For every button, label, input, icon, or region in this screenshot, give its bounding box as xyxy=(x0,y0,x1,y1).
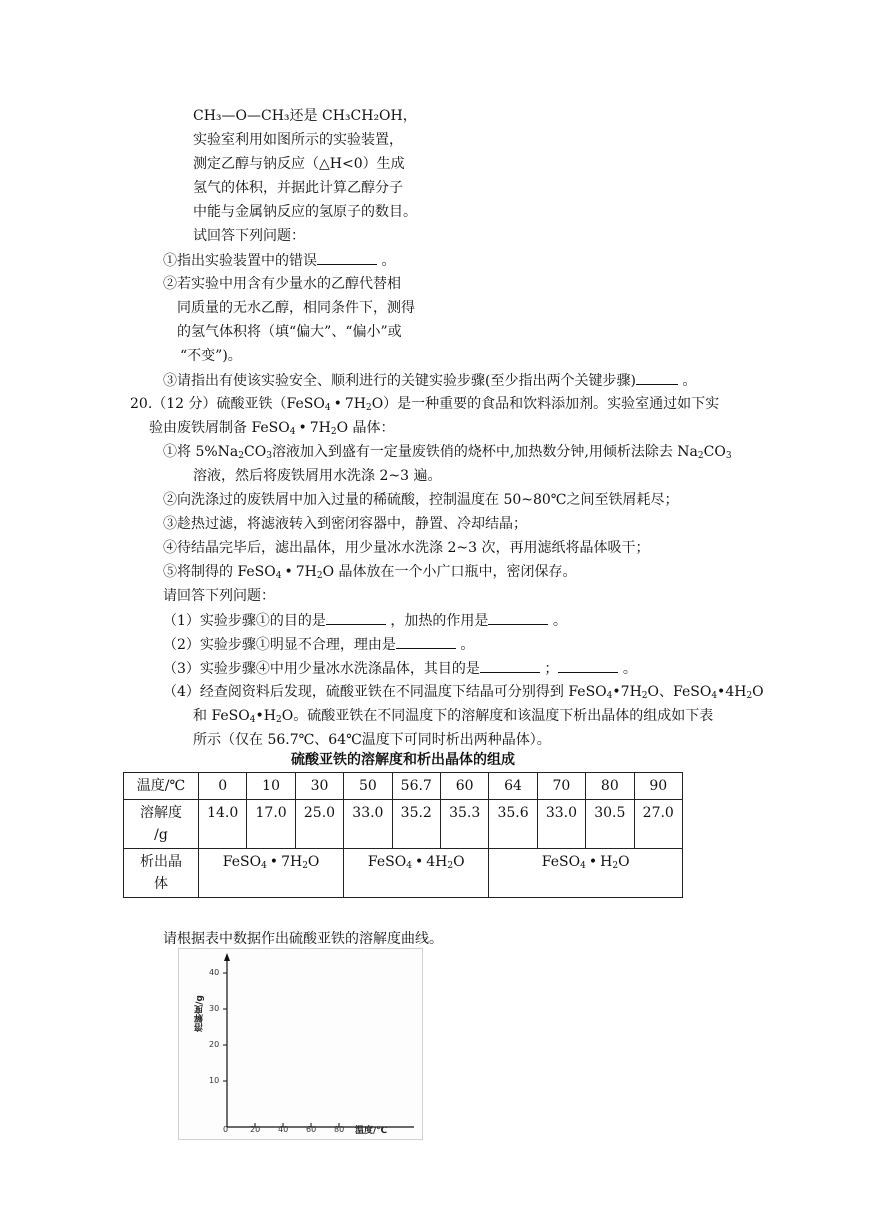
solubility-cell: 35.6 xyxy=(489,800,537,849)
solubility-table xyxy=(123,772,683,898)
sub-text: O、FeSO xyxy=(647,684,712,700)
q20-sub-3 xyxy=(163,658,637,679)
temp-cell: 30 xyxy=(295,773,343,800)
solubility-graph-area[interactable] xyxy=(178,948,423,1140)
q20-step-1: ①将 $5\%Na_2CO_3$溶液加入到盛有一定量废铁俏的烧杯中,加热数分钟,用倾析法除去 $Na_2CO_3$ xyxy=(163,444,732,461)
temp-cell: 0 xyxy=(199,773,247,800)
y-tick-label: 10 xyxy=(209,1076,220,1085)
q20-head-text: O）是一种重要的食品和饮料添加剂。实验室通过如下实 xyxy=(371,396,720,412)
formula: 7H xyxy=(281,854,303,870)
q20-ask: 请回答下列问题： xyxy=(163,588,275,604)
q20-step-4: ④待结晶完毕后，滤出晶体，用少量冰水洗涤 2~3 次，再用滤纸将晶体吸干； xyxy=(163,540,650,556)
table-row-crystals xyxy=(124,849,683,898)
q20-head-text: （12 分）硫酸亚铁（FeSO xyxy=(152,396,325,412)
intro-line: 中能与金属钠反应的氢原子的数目。 xyxy=(193,204,417,220)
sub-text: 。 xyxy=(460,637,475,653)
temp-cell: 60 xyxy=(440,773,488,800)
formula: FeSO xyxy=(541,854,581,870)
intro-line: 测定乙醇与钠反应（△H<0）生成 xyxy=(193,156,405,172)
q19-item-3-end: 。 xyxy=(682,373,697,389)
q20-header-line2: 验由废铁屑制备 FeSO$_4$ • $7H_2O$ 晶体： xyxy=(149,420,395,437)
q20-sub-4-line2: 和 $FeSO_4•H_2O$。硫酸亚铁在不同温度下的溶解度和该温度下析出晶体的组成如下表 xyxy=(193,708,714,725)
q20-head-text: O 晶体： xyxy=(336,420,395,436)
q20-step-1-line2: 溶液，然后将废铁屑用水洗涤 2~3 遍。 xyxy=(193,468,442,484)
solubility-cell: 27.0 xyxy=(634,800,682,849)
x-tick-label: 80 xyxy=(334,1125,345,1134)
temp-cell: 80 xyxy=(586,773,634,800)
solubility-cell: 33.0 xyxy=(537,800,585,849)
q20-sub-4-line3: 所示（仅在 56.7℃、64℃温度下可同时析出两种晶体）。 xyxy=(193,732,551,748)
y-tick-label: 40 xyxy=(209,968,220,977)
graph-instruction: 请根据表中数据作出硫酸亚铁的溶解度曲线。 xyxy=(163,931,443,947)
q20-number: 20. xyxy=(130,396,153,412)
solubility-cell: 35.3 xyxy=(440,800,488,849)
row-header-text: 体 xyxy=(154,876,168,892)
y-axis-label: 溶解度/g xyxy=(195,995,205,1032)
q20-sub-4: （4）经查阅资料后发现，硫酸亚铁在不同温度下结晶可分别得到 $FeSO_4•7H_2O$、$FeSO_4•4H_2O$ xyxy=(163,684,764,701)
sub-text: （2）实验步骤①明显不合理，理由是 xyxy=(163,637,396,653)
x-tick-label: 20 xyxy=(250,1125,261,1134)
q20-sub-2 xyxy=(163,634,474,655)
formula: 4H xyxy=(426,854,448,870)
sub-text: 和 FeSO xyxy=(193,708,250,724)
answer-blank[interactable] xyxy=(558,658,618,673)
q19-item-2-line: ②若实验中用含有少量水的乙醇代替相 xyxy=(163,276,401,292)
sub-text: 。 xyxy=(622,661,637,677)
sub-text: （1）实验步骤①的目的是 xyxy=(163,613,326,629)
sub-text: O。硫酸亚铁在不同温度下的溶解度和该温度下析出晶体的组成如下表 xyxy=(281,708,714,724)
sub-text: ； xyxy=(544,661,559,677)
formula: O xyxy=(453,854,465,870)
q20-step-2: ②向洗涤过的废铁屑中加入过量的稀硫酸，控制温度在 50~80℃之间至铁屑耗尽； xyxy=(163,492,679,508)
solubility-cell: 35.2 xyxy=(392,800,440,849)
row-header-text: /g xyxy=(154,827,168,843)
sub-text: ，加热的作用是 xyxy=(390,613,489,629)
solubility-cell: 33.0 xyxy=(344,800,392,849)
step-text: ⑤将制得的 FeSO xyxy=(163,564,276,580)
q20-step-3: ③趁热过滤，将滤液转入到密闭容器中，静置、冷却结晶； xyxy=(163,516,527,532)
sub-text: O xyxy=(752,684,764,700)
y-tick-label: 20 xyxy=(209,1040,220,1049)
crystal-cell: FeSO$_4$ • $7H_2O$ xyxy=(199,849,344,898)
temp-cell: 64 xyxy=(489,773,537,800)
crystal-cell: FeSO$_4$ • $H_2O$ xyxy=(489,849,683,898)
row-header xyxy=(124,800,199,849)
q19-item-1 xyxy=(163,250,395,271)
answer-blank[interactable] xyxy=(326,610,386,625)
q19-item-2-line: “不变”)。 xyxy=(180,348,242,364)
row-header: 温度/℃ xyxy=(124,773,199,800)
x-tick-label: 0 xyxy=(223,1125,229,1134)
crystal-cell: FeSO$_4$ • $4H_2O$ xyxy=(344,849,489,898)
x-tick-label: 60 xyxy=(306,1125,317,1134)
temp-cell: 70 xyxy=(537,773,585,800)
answer-blank[interactable] xyxy=(488,610,548,625)
formula: O xyxy=(618,854,630,870)
q20-head-text: 7H xyxy=(344,396,366,412)
sub-text: H xyxy=(263,708,276,724)
x-tick-label: 40 xyxy=(278,1125,289,1134)
answer-blank[interactable] xyxy=(480,658,540,673)
solubility-cell: 17.0 xyxy=(247,800,295,849)
sub-text: 。 xyxy=(552,613,567,629)
intro-line: 实验室利用如图所示的实验装置， xyxy=(193,132,403,148)
step-text: CO xyxy=(244,444,267,460)
step-text: CO xyxy=(703,444,726,460)
y-axis-arrow xyxy=(224,953,230,961)
q20-header: 20.（12 分）硫酸亚铁（FeSO$_4$ • $7H_2O$）是一种重要的食品和饮料添加剂。实验室通过如下实 xyxy=(130,396,720,413)
temp-cell: 56.7 xyxy=(392,773,440,800)
answer-blank[interactable] xyxy=(317,250,377,265)
solubility-cell: 30.5 xyxy=(586,800,634,849)
q20-step-5: ⑤将制得的 FeSO$_4$ • $7H_2O$ 晶体放在一个小广口瓶中，密闭保存。 xyxy=(163,564,577,581)
sub-text: （4）经查阅资料后发现，硫酸亚铁在不同温度下结晶可分别得到 FeSO xyxy=(163,684,607,700)
y-tick-label: 30 xyxy=(209,1004,220,1013)
intro-line: 氢气的体积，并据此计算乙醇分子 xyxy=(193,180,403,196)
q19-item-3-text: ③请指出有使该实验安全、顺利进行的关键实验步骤(至少指出两个关键步骤) xyxy=(163,373,636,389)
answer-blank[interactable] xyxy=(636,370,678,385)
step-text: ①将 5%Na xyxy=(163,444,239,460)
formula: H xyxy=(600,854,613,870)
temp-cell: 90 xyxy=(634,773,682,800)
formula: FeSO xyxy=(222,854,262,870)
step-text: O 晶体放在一个小广口瓶中，密闭保存。 xyxy=(322,564,577,580)
x-axis-label: 温度/℃ xyxy=(355,1126,388,1136)
table-row-solubility xyxy=(124,800,683,849)
sub-text: （3）实验步骤④中用少量冰水洗涤晶体，其目的是 xyxy=(163,661,480,677)
formula: O xyxy=(307,854,320,870)
q19-item-2-line: 的氢气体积将（填“偏大”、“偏小”或 xyxy=(177,324,402,340)
q19-item-3 xyxy=(163,370,696,391)
solubility-cell: 25.0 xyxy=(295,800,343,849)
step-text: 7H xyxy=(295,564,317,580)
sub-text: 7H xyxy=(620,684,642,700)
intro-line: 试回答下列问题： xyxy=(193,228,305,244)
temp-cell: 50 xyxy=(344,773,392,800)
row-header-text: 析出晶 xyxy=(140,854,182,870)
temp-cell: 10 xyxy=(247,773,295,800)
intro-line: CH₃—O—CH₃还是 CH₃CH₂OH， xyxy=(193,108,417,124)
row-header-text: 溶解度 xyxy=(140,805,182,821)
table-row-temperature xyxy=(124,773,683,800)
q19-item-1-end: 。 xyxy=(381,253,396,269)
q19-item-1-text: ①指出实验装置中的错误 xyxy=(163,253,317,269)
row-header xyxy=(124,849,199,898)
q20-sub-1 xyxy=(163,610,567,631)
table-caption: 硫酸亚铁的溶解度和析出晶体的组成 xyxy=(291,752,515,768)
q19-item-2-line: 同质量的无水乙醇，相同条件下，测得 xyxy=(177,300,415,316)
q20-head-text: 验由废铁屑制备 FeSO xyxy=(149,420,290,436)
q20-head-text: 7H xyxy=(309,420,331,436)
answer-blank[interactable] xyxy=(396,634,456,649)
formula: FeSO xyxy=(367,854,407,870)
solubility-cell: 14.0 xyxy=(199,800,247,849)
sub-text: 4H xyxy=(725,684,747,700)
step-text: 溶液加入到盛有一定量废铁俏的烧杯中,加热数分钟,用倾析法除去 Na xyxy=(271,444,698,460)
